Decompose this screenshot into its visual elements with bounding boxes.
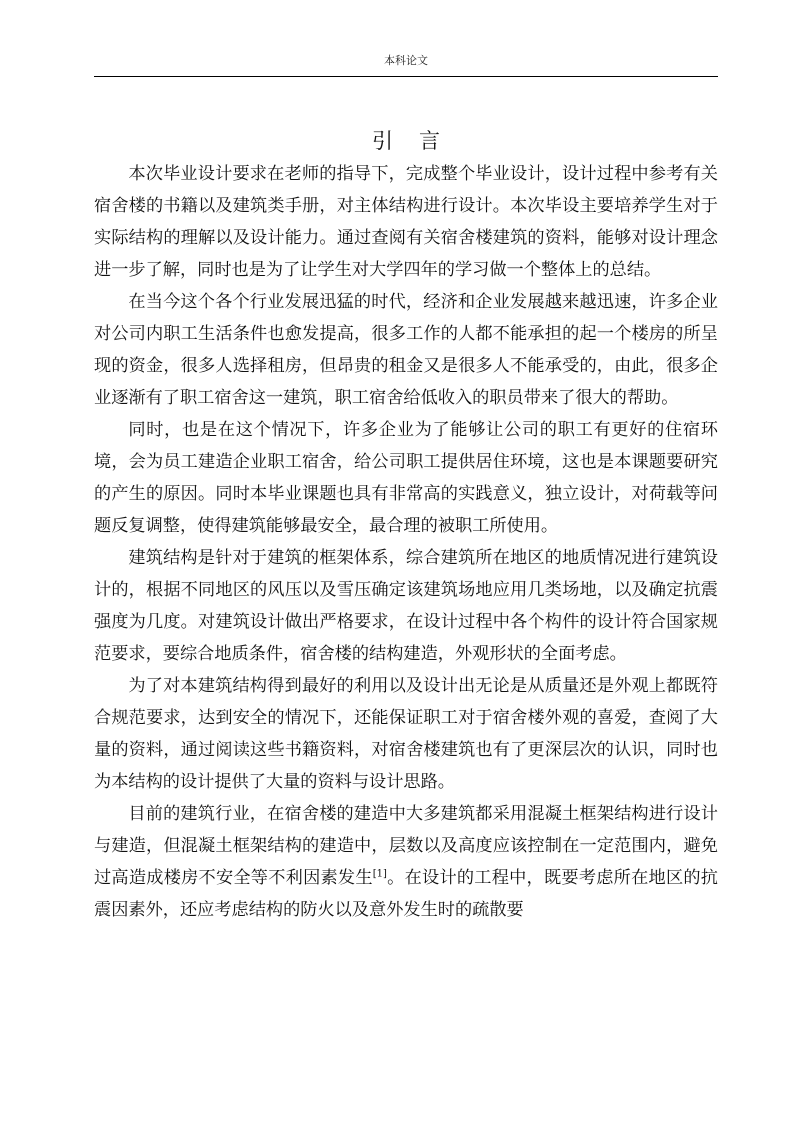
paragraph-4: 建筑结构是针对于建筑的框架体系，综合建筑所在地区的地质情况进行建筑设计的，根据不同地区的风压以及雪压确定该建筑场地应用几类场地，以及确定抗震强度为几度。对建筑设计做出严格要求，在设计过程中各个构件的设计符合国家规范要求，要综合地质条件，宿舍楼的结构建造，外观形状的全面考虑。	[94, 548, 718, 664]
paragraph-2: 在当今这个各个行业发展迅猛的时代，经济和企业发展越来越迅速，许多企业对公司内职工生活条件也愈发提高，很多工作的人都不能承担的起一个楼房的所呈现的资金，很多人选择租房，但昂贵的租金又是很多人不能承受的，由此，很多企业逐渐有了职工宿舍这一建筑，职工宿舍给低收入的职员带来了很大的帮助。	[94, 292, 718, 408]
paragraph-6-text-b: 。在设计的工程中，既要考虑所在地区的抗震因素外，还应考虑结构的防火以及意外发生时的疏散要	[94, 868, 718, 920]
paragraph-5: 为了对本建筑结构得到最好的利用以及设计出无论是从质量还是外观上都既符合规范要求，达到安全的情况下，还能保证职工对于宿舍楼外观的喜爱，查阅了大量的资料，通过阅读这些书籍资料，对宿舍楼建筑也有了更深层次的认识，同时也为本结构的设计提供了大量的资料与设计思路。	[94, 676, 718, 792]
section-title: 引言	[372, 129, 466, 153]
running-header: 本科论文	[384, 54, 428, 67]
paragraph-3: 同时，也是在这个情况下，许多企业为了能够让公司的职工有更好的住宿环境，会为员工建造企业职工宿舍，给公司职工提供居住环境，这也是本课题要研究的产生的原因。同时本毕业课题也具有非常高的实践意义，独立设计，对荷载等问题反复调整，使得建筑能够最安全，最合理的被职工所使用。	[94, 420, 718, 536]
paragraph-6	[94, 798, 718, 926]
citation-marker[interactable]: [1]	[372, 868, 387, 880]
paragraph-1: 本次毕业设计要求在老师的指导下，完成整个毕业设计，设计过程中参考有关宿舍楼的书籍以及建筑类手册，对主体结构进行设计。本次毕设主要培养学生对于实际结构的理解以及设计能力。通过查阅有关宿舍楼建筑的资料，能够对设计理念进一步了解，同时也是为了让学生对大学四年的学习做一个整体上的总结。	[94, 164, 718, 280]
body-text	[94, 158, 718, 926]
paragraph-6-text-a: 目前的建筑行业，在宿舍楼的建造中大多建筑都采用混凝土框架结构进行设计与建造，但混凝土框架结构的建造中，层数以及高度应该控制在一定范围内，避免过高造成楼房不安全等不利因素发生	[94, 804, 718, 888]
header-divider	[94, 76, 718, 77]
